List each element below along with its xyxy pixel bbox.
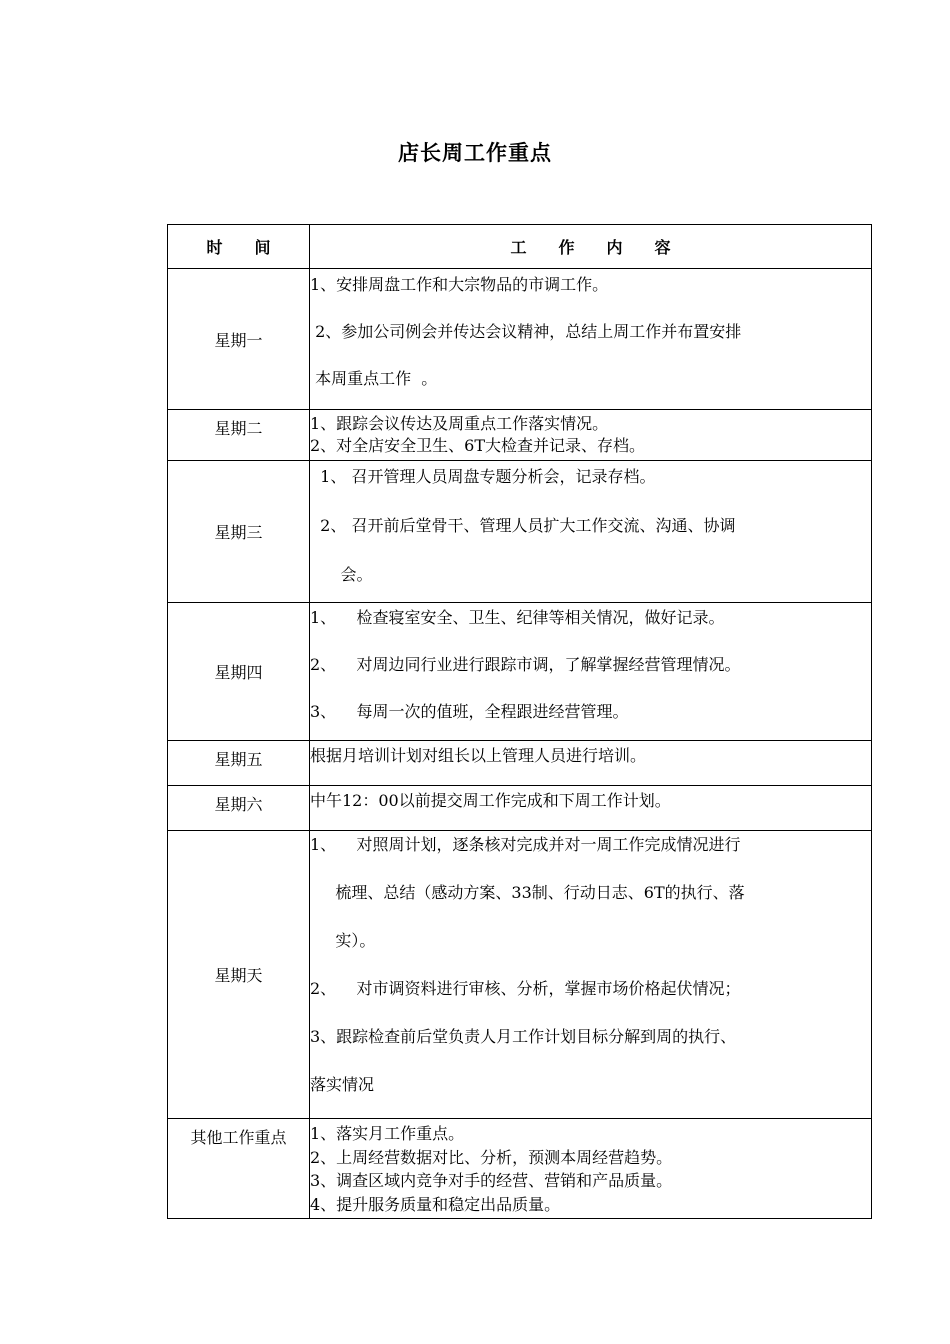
content-line: 1、安排周盘工作和大宗物品的市调工作。 [310, 275, 609, 294]
content-line: 2、参加公司例会并传达会议精神，总结上周工作并布置安排 [310, 322, 742, 341]
content-line: 实）。 [310, 931, 376, 950]
content-line: 3、调查区域内竞争对手的经营、营销和产品质量。 [310, 1171, 673, 1190]
content-line: 1、跟踪会议传达及周重点工作落实情况。 [310, 414, 609, 433]
day-cell: 星期五 [168, 741, 310, 786]
table-row [168, 269, 872, 410]
document-title: 店长周工作重点 [398, 140, 552, 165]
header-time: 时 间 [168, 225, 310, 269]
day-cell: 其他工作重点 [168, 1119, 310, 1219]
content-line: 中午12：00以前提交周工作完成和下周工作计划。 [310, 791, 671, 810]
content-line: 2、上周经营数据对比、分析，预测本周经营趋势。 [310, 1147, 673, 1167]
weekly-schedule-table [167, 224, 872, 1219]
content-line: 2、对全店安全卫生、6T大检查并记录、存档。 [310, 436, 646, 455]
header-content: 工 作 内 容 [310, 225, 872, 269]
content-line: 2、 对市调资料进行审核、分析，掌握市场价格起伏情况； [310, 979, 741, 998]
content-line: 4、提升服务质量和稳定出品质量。 [310, 1194, 561, 1214]
content-line: 1、 召开管理人员周盘专题分析会，记录存档。 [310, 467, 656, 486]
content-line: 根据月培训计划对组长以上管理人员进行培训。 [310, 746, 647, 765]
content-line: 落实情况 [310, 1075, 375, 1094]
content-line: 2、 对周边同行业进行跟踪市调，了解掌握经营管理情况。 [310, 655, 741, 674]
content-cell [310, 741, 872, 786]
content-line: 本周重点工作 。 [310, 369, 438, 388]
content-line: 3、 每周一次的值班，全程跟进经营管理。 [310, 702, 629, 721]
content-cell [310, 831, 872, 1119]
content-cell [310, 461, 872, 603]
content-line: 1、 对照周计划，逐条核对完成并对一周工作完成情况进行 [310, 835, 741, 854]
day-cell: 星期天 [168, 831, 310, 1119]
day-cell: 星期一 [168, 269, 310, 410]
day-cell: 星期四 [168, 603, 310, 741]
content-line: 1、 检查寝室安全、卫生、纪律等相关情况，做好记录。 [310, 608, 725, 627]
table-row [168, 461, 872, 603]
content-cell [310, 603, 872, 741]
content-line: 2、 召开前后堂骨干、管理人员扩大工作交流、沟通、协调 [310, 516, 736, 535]
content-cell [310, 269, 872, 410]
day-cell: 星期三 [168, 461, 310, 603]
table-row [168, 1119, 872, 1219]
table-row [168, 603, 872, 741]
content-line: 梳理、总结（感动方案、33制、行动日志、6T的执行、落 [310, 883, 745, 902]
table-row [168, 741, 872, 786]
day-cell: 星期二 [168, 410, 310, 461]
content-line: 1、落实月工作重点。 [310, 1124, 465, 1143]
content-line: 3、跟踪检查前后堂负责人月工作计划目标分解到周的执行、 [310, 1027, 737, 1046]
content-cell [310, 1119, 872, 1219]
content-line: 会。 [310, 565, 373, 584]
table-row [168, 831, 872, 1119]
day-cell: 星期六 [168, 786, 310, 831]
